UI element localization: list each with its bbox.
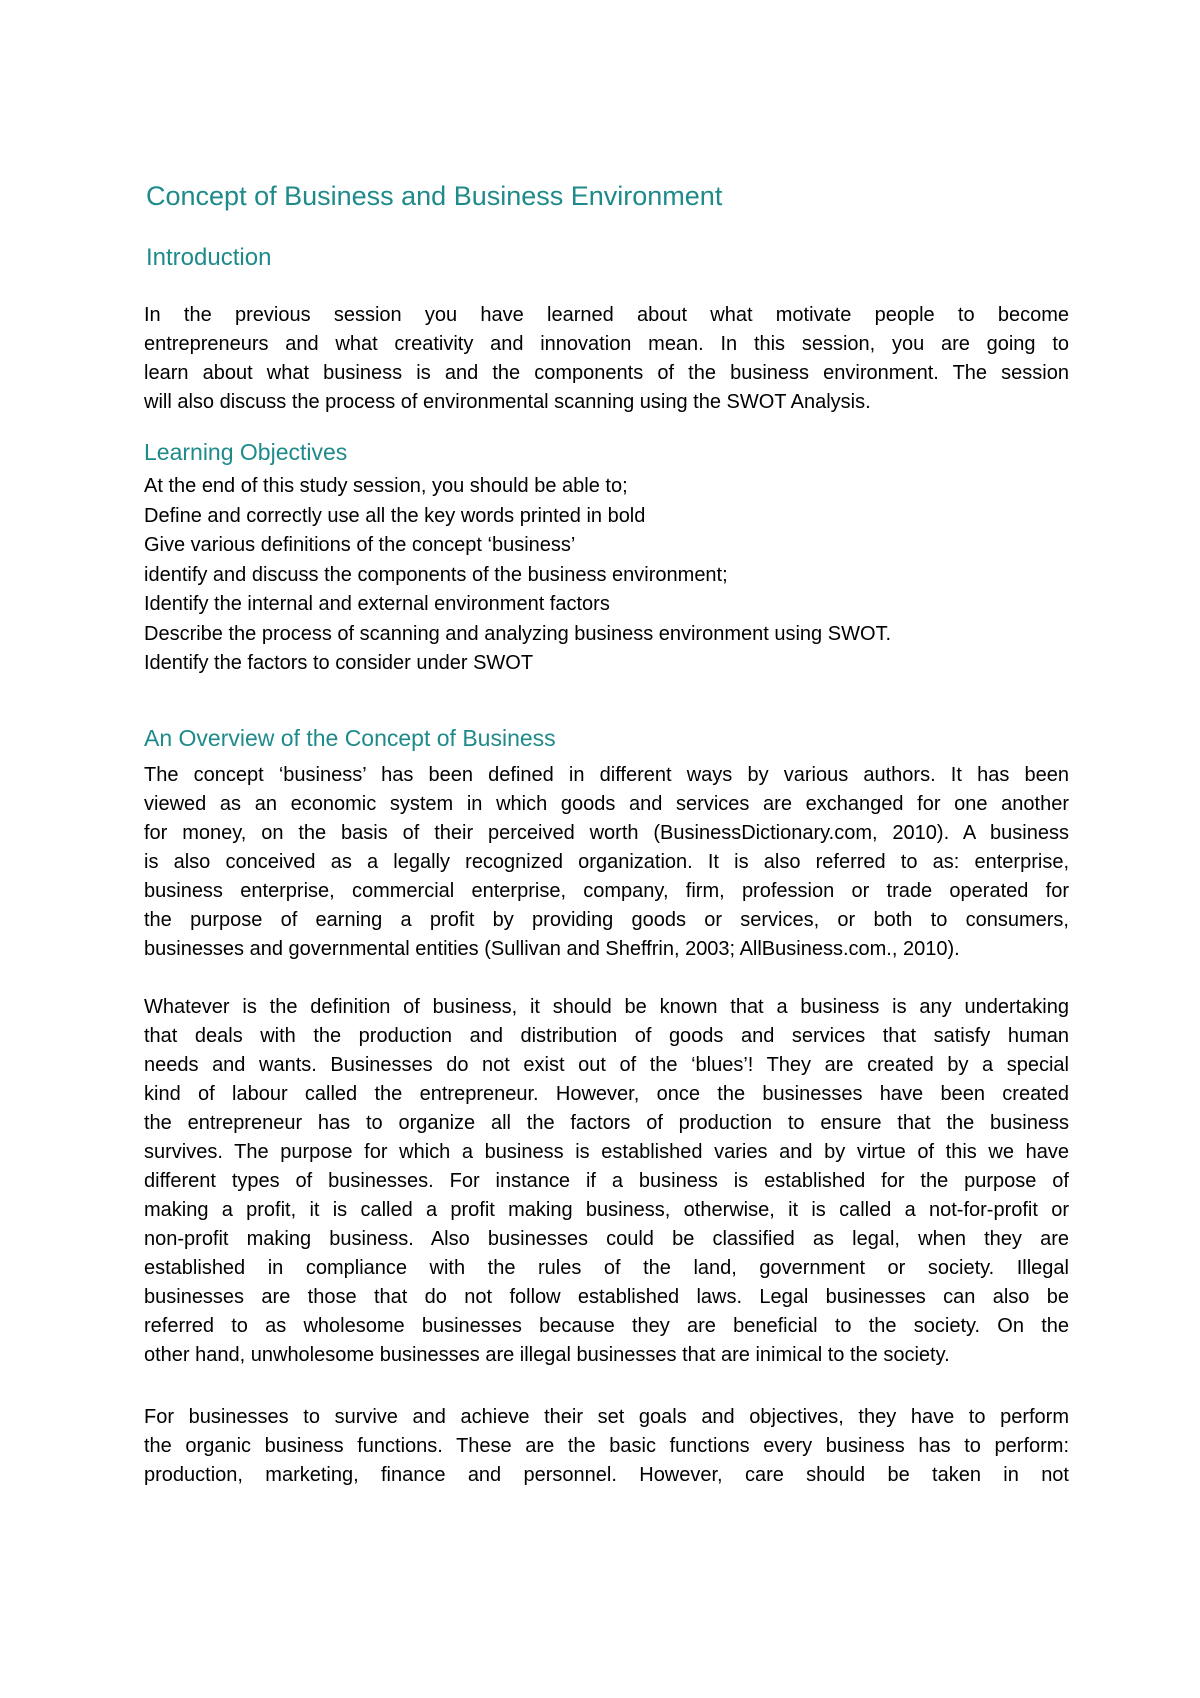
text-line: making a profit, it is called a profit making business, otherwise, it is called a not-for-profit or	[144, 1199, 1069, 1221]
text-line: In the previous session you have learned about what motivate people to become	[144, 304, 1069, 326]
overview-heading: An Overview of the Concept of Business	[144, 725, 556, 751]
text-line: viewed as an economic system in which goods and services are exchanged for one another	[144, 793, 1069, 815]
text-line: survives. The purpose for which a business is established varies and by virtue of this we have	[144, 1141, 1069, 1163]
text-line: businesses and governmental entities (Sullivan and Sheffrin, 2003; AllBusiness.com., 2010).	[144, 938, 960, 960]
text-line: production, marketing, finance and personnel. However, care should be taken in not	[144, 1464, 1069, 1486]
text-line: the purpose of earning a profit by providing goods or services, or both to consumers,	[144, 909, 1069, 931]
text-line: needs and wants. Businesses do not exist out of the ‘blues’! They are created by a special	[144, 1054, 1069, 1076]
objective-item: Identify the internal and external environment factors	[144, 593, 610, 615]
objective-item: Define and correctly use all the key words printed in bold	[144, 504, 646, 527]
text-line: established in compliance with the rules of the land, government or society. Illegal	[144, 1257, 1069, 1279]
objectives-list	[144, 472, 1069, 679]
introduction-paragraph	[144, 301, 1069, 417]
text-line: kind of labour called the entrepreneur. However, once the businesses have been created	[144, 1083, 1069, 1105]
text-line: learn about what business is and the components of the business environment. The session	[144, 362, 1069, 384]
overview-paragraph-2	[144, 993, 1069, 1370]
objective-item: Describe the process of scanning and analyzing business environment using SWOT.	[144, 622, 892, 645]
objective-item: Give various definitions of the concept ‘business’	[144, 534, 576, 556]
text-line: non-profit making business. Also businesses could be classified as legal, when they are	[144, 1228, 1069, 1250]
document-title: Concept of Business and Business Environment	[146, 181, 723, 211]
introduction-heading: Introduction	[146, 244, 272, 271]
overview-paragraph-3	[144, 1403, 1069, 1490]
text-line: that deals with the production and distribution of goods and services that satisfy human	[144, 1025, 1069, 1047]
objective-item: Identify the factors to consider under SWOT	[144, 652, 534, 674]
text-line: other hand, unwholesome businesses are illegal businesses that are inimical to the society.	[144, 1344, 950, 1366]
text-line: the entrepreneur has to organize all the factors of production to ensure that the business	[144, 1112, 1069, 1134]
objective-item: At the end of this study session, you should be able to;	[144, 475, 628, 497]
text-line: businesses are those that do not follow established laws. Legal businesses can also be	[144, 1286, 1069, 1308]
text-line: The concept ‘business’ has been defined in different ways by various authors. It has been	[144, 764, 1069, 786]
text-line: for money, on the basis of their perceived worth (BusinessDictionary.com, 2010). A business	[144, 822, 1069, 844]
overview-paragraph-1	[144, 761, 1069, 964]
text-line: Whatever is the definition of business, it should be known that a business is any undertaking	[144, 996, 1069, 1018]
text-line: will also discuss the process of environmental scanning using the SWOT Analysis.	[144, 391, 871, 413]
text-line: business enterprise, commercial enterprise, company, firm, profession or trade operated for	[144, 880, 1069, 902]
text-line: entrepreneurs and what creativity and innovation mean. In this session, you are going to	[144, 333, 1069, 355]
text-line: the organic business functions. These are the basic functions every business has to perform:	[144, 1435, 1069, 1457]
text-line: For businesses to survive and achieve their set goals and objectives, they have to perform	[144, 1406, 1069, 1428]
text-line: is also conceived as a legally recognized organization. It is also referred to as: enterprise,	[144, 851, 1069, 873]
objectives-heading: Learning Objectives	[144, 439, 348, 465]
text-line: referred to as wholesome businesses because they are beneficial to the society. On the	[144, 1315, 1069, 1337]
text-line: different types of businesses. For instance if a business is established for the purpose of	[144, 1170, 1069, 1192]
objective-item: identify and discuss the components of the business environment;	[144, 563, 728, 586]
